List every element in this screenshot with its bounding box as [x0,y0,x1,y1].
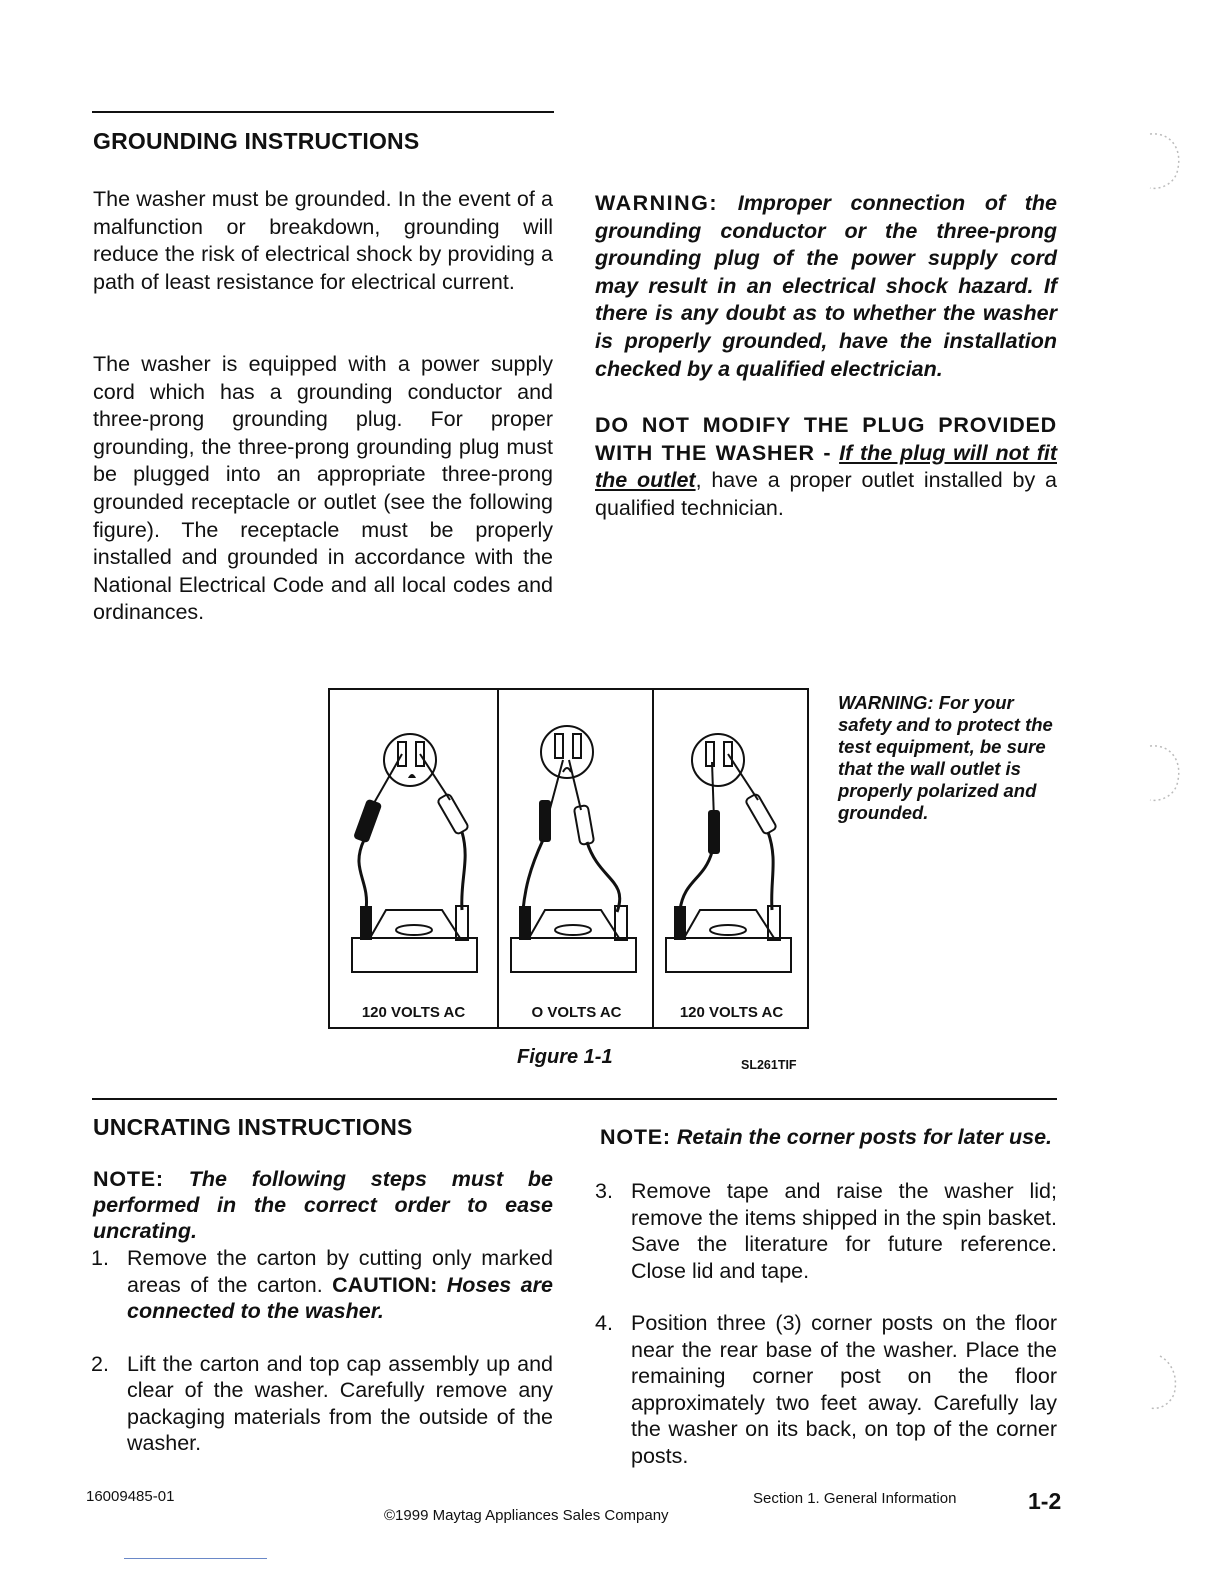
note-lead: NOTE: [93,1167,164,1191]
figure-panel-3 [652,690,809,1027]
scan-artifact-icon [1130,740,1190,810]
uncrating-steps-right [595,1178,1057,1495]
uncrating-heading: UNCRATING INSTRUCTIONS [93,1114,413,1140]
panel-2-label: O VOLTS AC [531,1004,622,1021]
figure-caption: Figure 1-1 [517,1046,613,1068]
note-text: The following steps must be performed in the correct order to ease uncrating. [93,1167,553,1243]
step-text: Lift the carton and top cap assembly up and clear of the washer. Carefully remove any packaging materials from the outside of the washer. [127,1351,553,1455]
note2-text: Retain the corner posts for later use. [676,1125,1053,1149]
modify-plug-notice [595,412,1057,522]
outlet-tester-illustration [654,690,809,1000]
uncrating-note-2 [600,1124,1060,1152]
step-number: 2. [91,1351,109,1376]
list-item [91,1351,553,1457]
warning-text: Improper connection of the grounding conductor or the three-prong grounding plug of the power supply cord may result in an electrical shock hazard. If there is any doubt as to whether the washer is properly grounded, have the installation checked by a qualified electrician. [595,191,1057,381]
outlet-tester-illustration [499,690,654,1000]
warning-lead: WARNING: [595,191,719,215]
step-text: Remove tape and raise the washer lid; remove the items shipped in the spin basket. Save the literature for future reference. Close lid and tape. [631,1179,1057,1283]
note2-lead: NOTE: [600,1125,671,1149]
page-number: 1-2 [1028,1488,1062,1514]
figure-panel-1 [330,690,497,1027]
scan-artifact-icon [1130,128,1190,198]
panel-1-label: 120 VOLTS AC [361,1004,466,1021]
step-text: Remove the carton by cutting only marked areas of the carton. [127,1246,553,1297]
list-item [595,1178,1057,1284]
modify-rest: , have a proper outlet installed by a qualified technician. [595,468,1057,520]
scan-underline [124,1558,267,1559]
uncrating-steps-left [91,1245,553,1483]
uncrating-note [93,1166,553,1244]
step-number: 1. [91,1246,109,1270]
step-number: 4. [595,1311,613,1335]
scan-artifact-icon [1130,1350,1190,1420]
top-rule [92,111,554,113]
grounding-warning [595,190,1057,383]
figure-code: SL261TIF [741,1058,797,1072]
doc-number: 16009485-01 [86,1488,175,1505]
figure-outlet-test [328,688,809,1029]
section-label: Section 1. General Information [753,1490,957,1507]
list-item [91,1245,553,1325]
middle-rule [92,1098,1057,1100]
step-text: Position three (3) corner posts on the floor near the rear base of the washer. Place the remaining corner post on the floor approximately two feet away. Carefully lay the washer on its back, on top of the corner posts. [631,1311,1057,1468]
figure-side-warning: WARNING: For your safety and to protect the test equipment, be sure that the wall outlet is properly polarized and grounded. [838,692,1053,823]
copyright: ©1999 Maytag Appliances Sales Company [384,1507,669,1524]
grounding-para-1: The washer must be grounded. In the event of a malfunction or breakdown, grounding will reduce the risk of electrical shock by providing a path of least resistance for electrical current. [93,187,553,294]
figure-panel-2 [497,690,654,1027]
panel-3-label: 120 VOLTS AC [679,1004,784,1021]
grounding-heading: GROUNDING INSTRUCTIONS [93,128,420,154]
modify-lead: DO NOT MODIFY THE PLUG PROVIDED WITH THE WASHER - [595,413,1057,465]
caution-lead: CAUTION: [332,1272,438,1297]
modify-italic: If the plug will not fit the outlet [595,440,1057,493]
grounding-para-2: The washer is equipped with a power supply cord which has a grounding conductor and three-prong grounding plug. For proper grounding, the three-prong grounding plug must be plugged into an appropriate three-prong grounded receptacle or outlet (see the following figure). The receptacle must be properly installed and grounded in accordance with the National Electrical Code and all local codes and ordinances. [93,352,553,625]
outlet-tester-illustration [330,690,497,1000]
step-number: 3. [595,1179,613,1203]
list-item [595,1310,1057,1469]
caution-text: Hoses are connected to the washer. [127,1272,553,1323]
